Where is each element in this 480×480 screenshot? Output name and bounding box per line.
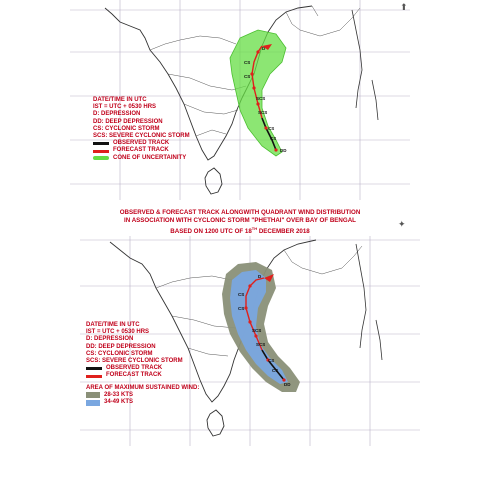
title-line-1: OBSERVED & FORECAST TRACK ALONGWITH QUADRANT WIND DISTRIBUTION [119, 209, 361, 216]
legend-line: IST = UTC + 0530 HRS [93, 104, 157, 111]
wind-28-33-label: 28-33 KTS [104, 391, 134, 398]
observed-track-swatch [93, 142, 109, 145]
legend-line: DATE/TIME IN UTC [93, 97, 147, 103]
title-line-3-pre: BASED ON 1200 UTC OF 18 [170, 228, 252, 236]
legend-cone-row [93, 155, 190, 162]
top-legend [93, 97, 190, 162]
top-myanmar-coast [352, 10, 378, 120]
bottom-myanmar-coast [356, 244, 382, 360]
top-track-label: CS [244, 74, 251, 79]
forecast-track-label: FORECAST TRACK [106, 372, 162, 379]
wind-heading: AREA OF MAXIMUM SUSTAINED WIND: [86, 384, 200, 391]
legend-line: IST = UTC + 0530 HRS [86, 329, 150, 336]
bottom-track-label: CS [238, 306, 245, 311]
top-track-label: SCS [256, 96, 266, 101]
top-track-label: CS [270, 136, 277, 141]
bottom-north-arrow-icon: ✦ [398, 219, 406, 229]
wind-28-33-swatch [86, 392, 100, 398]
legend-line: SCS: SEVERE CYCLONIC STORM [93, 133, 190, 140]
top-track-label: CS [268, 126, 275, 131]
forecast-track-swatch [93, 150, 109, 153]
title-line-3-post: DECEMBER 2018 [257, 228, 310, 236]
figure-title [70, 209, 410, 236]
legend-line: DD: DEEP DEPRESSION [93, 118, 163, 125]
top-sri-lanka [205, 168, 222, 194]
legend-line: D: DEPRESSION [93, 111, 141, 118]
observed-track-label: OBSERVED TRACK [113, 140, 170, 147]
legend-wind-34-49-row [86, 399, 199, 406]
bottom-track-label: CS [238, 292, 245, 297]
bottom-track-label: CS [272, 368, 279, 373]
bottom-map [0, 236, 480, 451]
legend-observed-row [93, 140, 190, 147]
top-map [0, 0, 480, 205]
bottom-track-label: DD [284, 382, 291, 387]
bottom-track-label: SCS [252, 328, 262, 333]
bottom-legend [86, 322, 199, 406]
bottom-track-label: CS [268, 358, 275, 363]
title-line-3-sup: TH [251, 226, 258, 231]
cone-swatch [93, 156, 109, 160]
legend-line: CS: CYCLONIC STORM [93, 125, 160, 132]
observed-track-swatch [86, 367, 102, 370]
legend-line: SCS: SEVERE CYCLONIC STORM [86, 358, 183, 365]
top-track-label: D [262, 46, 266, 51]
cone-label: CONE OF UNCERTAINITY [113, 154, 187, 161]
wind-34-49-label: 34-49 KTS [104, 399, 134, 406]
top-north-arrow-icon: ⬆ [400, 2, 408, 12]
top-track-label: DD [280, 148, 287, 153]
top-track-label: CS [244, 60, 251, 65]
bottom-track-label: SCS [256, 342, 266, 347]
wind-34-49-swatch [86, 400, 100, 406]
forecast-track-label: FORECAST TRACK [113, 147, 169, 154]
legend-line: D: DEPRESSION [86, 336, 134, 343]
title-line-3 [70, 225, 410, 236]
legend-line: DATE/TIME IN UTC [86, 322, 140, 328]
forecast-track-swatch [86, 375, 102, 378]
legend-forecast-row [93, 147, 190, 154]
legend-line: CS: CYCLONIC STORM [86, 350, 153, 357]
title-line-2: IN ASSOCIATION WITH CYCLONIC STORM "PHETHAI" OVER BAY OF BENGAL [124, 217, 356, 224]
bottom-track-label: D [258, 274, 262, 279]
legend-line: DD: DEEP DEPRESSION [86, 343, 156, 350]
observed-track-label: OBSERVED TRACK [106, 365, 163, 372]
legend-wind-28-33-row [86, 392, 199, 399]
legend-observed-row [86, 365, 199, 372]
top-track-label: SCS [258, 110, 268, 115]
bottom-sri-lanka [207, 410, 224, 436]
top-cone-of-uncertainty [230, 30, 286, 156]
legend-forecast-row [86, 372, 199, 379]
